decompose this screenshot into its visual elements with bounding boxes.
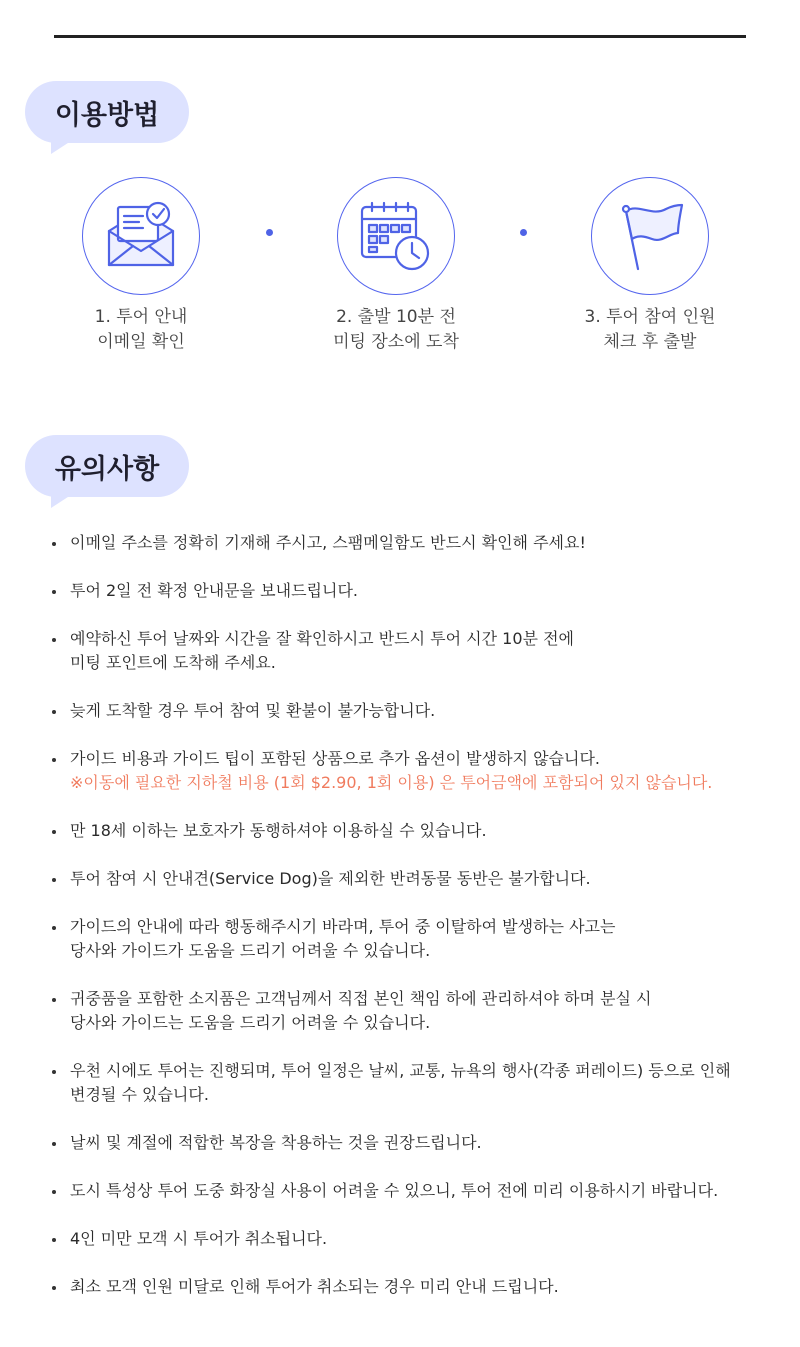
notes-title-bubble: [25, 435, 189, 497]
step-3-label: [530, 305, 770, 355]
bullet-dot: [52, 758, 56, 762]
howto-title: 이용방법: [54, 99, 160, 131]
bullet-dot: [52, 998, 56, 1002]
step-1-circle: [82, 177, 200, 295]
note-text: 날씨 및 계절에 적합한 복장을 착용하는 것을 권장드립니다.: [70, 1133, 482, 1152]
step-2: [276, 177, 516, 355]
list-item: [52, 1275, 772, 1299]
list-item: [52, 747, 772, 795]
flag-icon: [612, 199, 688, 273]
note-text-continued: 당사와 가이드가 도움을 드리기 어려울 수 있습니다.: [70, 941, 431, 960]
note-text: 귀중품을 포함한 소지품은 고객님께서 직접 본인 책임 하에 관리하셔야 하며 분실 시: [70, 989, 652, 1008]
bullet-dot: [52, 1286, 56, 1290]
step-2-circle: [337, 177, 455, 295]
note-text-continued: 미팅 포인트에 도착해 주세요.: [70, 653, 276, 672]
list-item: [52, 867, 772, 891]
notes-title: 유의사항: [54, 453, 160, 485]
envelope-check-icon: [103, 201, 179, 271]
list-item: [52, 579, 772, 603]
note-text: 우천 시에도 투어는 진행되며, 투어 일정은 날씨, 교통, 뉴욕의 행사(각종 퍼레이드) 등으로 인해: [70, 1061, 731, 1080]
step-2-label-line1: 2. 출발 10분 전: [336, 307, 456, 327]
list-item: [52, 531, 772, 555]
note-warning-text: ※이동에 필요한 지하철 비용 (1회 $2.90, 1회 이용) 은 투어금액에 포함되어 있지 않습니다.: [70, 773, 713, 792]
note-text: 최소 모객 인원 미달로 인해 투어가 취소되는 경우 미리 안내 드립니다.: [70, 1277, 559, 1296]
list-item: [52, 1059, 772, 1107]
note-text: 이메일 주소를 정확히 기재해 주시고, 스팸메일함도 반드시 확인해 주세요!: [70, 533, 586, 552]
bullet-dot: [52, 1070, 56, 1074]
step-1-label-line1: 1. 투어 안내: [94, 307, 188, 327]
step-1-label: [21, 305, 261, 355]
step-3: [530, 177, 770, 355]
step-3-circle: [591, 177, 709, 295]
list-item: [52, 1227, 772, 1251]
bullet-dot: [52, 1142, 56, 1146]
top-divider: [54, 35, 746, 38]
bullet-dot: [52, 1238, 56, 1242]
step-2-label-line2: 미팅 장소에 도착: [333, 332, 459, 352]
bullet-dot: [52, 710, 56, 714]
step-2-label: [276, 305, 516, 355]
note-text: 만 18세 이하는 보호자가 동행하셔야 이용하실 수 있습니다.: [70, 821, 487, 840]
note-text: 4인 미만 모객 시 투어가 취소됩니다.: [70, 1229, 328, 1248]
bullet-dot: [52, 638, 56, 642]
step-3-label-line1: 3. 투어 참여 인원: [584, 307, 716, 327]
list-item: [52, 1131, 772, 1155]
note-text: 투어 2일 전 확정 안내문을 보내드립니다.: [70, 581, 358, 600]
list-item: [52, 915, 772, 963]
note-text-continued: 당사와 가이드는 도움을 드리기 어려울 수 있습니다.: [70, 1013, 431, 1032]
list-item: [52, 699, 772, 723]
note-text: 도시 특성상 투어 도중 화장실 사용이 어려울 수 있으니, 투어 전에 미리 이용하시기 바랍니다.: [70, 1181, 719, 1200]
bullet-dot: [52, 590, 56, 594]
step-separator-dot: [520, 229, 527, 236]
bullet-dot: [52, 830, 56, 834]
bullet-dot: [52, 1190, 56, 1194]
step-1: [21, 177, 261, 355]
notes-list: [52, 531, 772, 1323]
bullet-dot: [52, 878, 56, 882]
note-text-continued: 변경될 수 있습니다.: [70, 1085, 209, 1104]
list-item: [52, 1179, 772, 1203]
note-text: 가이드 비용과 가이드 팁이 포함된 상품으로 추가 옵션이 발생하지 않습니다.: [70, 749, 600, 768]
list-item: [52, 987, 772, 1035]
step-1-label-line2: 이메일 확인: [97, 332, 185, 352]
list-item: [52, 819, 772, 843]
step-3-label-line2: 체크 후 출발: [603, 332, 697, 352]
calendar-clock-icon: [358, 199, 434, 273]
bullet-dot: [52, 542, 56, 546]
note-text: 투어 참여 시 안내견(Service Dog)을 제외한 반려동물 동반은 불가합니다.: [70, 869, 591, 888]
note-text: 늦게 도착할 경우 투어 참여 및 환불이 불가능합니다.: [70, 701, 436, 720]
note-text: 예약하신 투어 날짜와 시간을 잘 확인하시고 반드시 투어 시간 10분 전에: [70, 629, 574, 648]
note-text: 가이드의 안내에 따라 행동해주시기 바라며, 투어 중 이탈하여 발생하는 사고는: [70, 917, 616, 936]
bullet-dot: [52, 926, 56, 930]
list-item: [52, 627, 772, 675]
howto-title-bubble: [25, 81, 189, 143]
step-separator-dot: [266, 229, 273, 236]
